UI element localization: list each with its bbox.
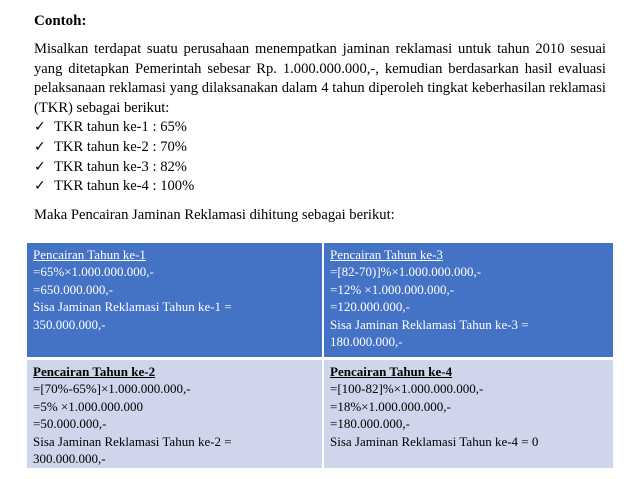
cell-line: =18%×1.000.000.000,-: [330, 398, 451, 414]
cell-line: =[70%-65%]×1.000.000.000,-: [33, 381, 191, 397]
check-icon: ✓: [34, 158, 46, 175]
cell-line: =120.000.000,-: [330, 299, 410, 315]
cell-line: =650.000.000,-: [33, 281, 113, 297]
table-cell-year-2: [27, 357, 322, 468]
checklist-item: [34, 158, 606, 178]
cell-line: 350.000.000,-: [33, 316, 106, 332]
checklist-item: [34, 118, 606, 138]
cell-title: Pencairan Tahun ke-4: [330, 364, 453, 379]
table-cell-year-3: [322, 243, 613, 357]
cell-title: Pencairan Tahun ke-1: [33, 247, 146, 262]
checklist-item-text: TKR tahun ke-2 : 70%: [54, 138, 187, 155]
checklist-item: [34, 177, 606, 197]
cell-line: Sisa Jaminan Reklamasi Tahun ke-3 =: [330, 316, 529, 332]
text-block: [34, 8, 606, 225]
checklist-item-text: TKR tahun ke-3 : 82%: [54, 158, 187, 175]
checklist-item-text: TKR tahun ke-1 : 65%: [54, 119, 187, 136]
cell-line: Sisa Jaminan Reklamasi Tahun ke-1 =: [33, 299, 232, 315]
check-icon: ✓: [34, 178, 46, 195]
cell-line: 180.000.000,-: [330, 334, 403, 350]
table-cell-year-4: [322, 357, 613, 468]
checklist-item-text: TKR tahun ke-4 : 100%: [54, 178, 195, 195]
cell-line: =[82-70)]%×1.000.000.000,-: [330, 264, 482, 280]
cell-title: Pencairan Tahun ke-3: [330, 247, 443, 262]
cell-line: =180.000.000,-: [330, 416, 410, 432]
cell-line: =12% ×1.000.000.000,-: [330, 281, 455, 297]
cell-line: 300.000.000,-: [33, 451, 106, 467]
check-icon: ✓: [34, 119, 46, 136]
tkr-checklist: [34, 118, 606, 196]
check-icon: ✓: [34, 138, 46, 155]
cell-line: Sisa Jaminan Reklamasi Tahun ke-2 =: [33, 433, 232, 449]
cell-line: =[100-82]%×1.000.000.000,-: [330, 381, 484, 397]
cell-line: =65%×1.000.000.000,-: [33, 264, 154, 280]
table-cell-year-1: [27, 243, 322, 357]
checklist-item: [34, 138, 606, 158]
disbursement-table: [27, 243, 613, 468]
heading: Contoh:: [34, 13, 87, 29]
closing-text: Maka Pencairan Jaminan Reklamasi dihitung sebagai berikut:: [34, 206, 395, 223]
intro-paragraph: Misalkan terdapat suatu perusahaan menempatkan jaminan reklamasi untuk tahun 2010 sesuai yang ditetapkan Pemerintah sebesar Rp. 1.000.000.000,-, kemudian berdasarkan hasil evaluasi pelaksanaan reklamasi yang dilaksanakan dalam 4 tahun diperoleh tingkat keberhasilan reklamasi (TKR) sebagai berikut:: [34, 41, 606, 116]
cell-line: =5% ×1.000.000.000: [33, 398, 143, 414]
cell-line: Sisa Jaminan Reklamasi Tahun ke-4 = 0: [330, 433, 539, 449]
cell-line: =50.000.000,-: [33, 416, 107, 432]
cell-title: Pencairan Tahun ke-2: [33, 364, 156, 379]
